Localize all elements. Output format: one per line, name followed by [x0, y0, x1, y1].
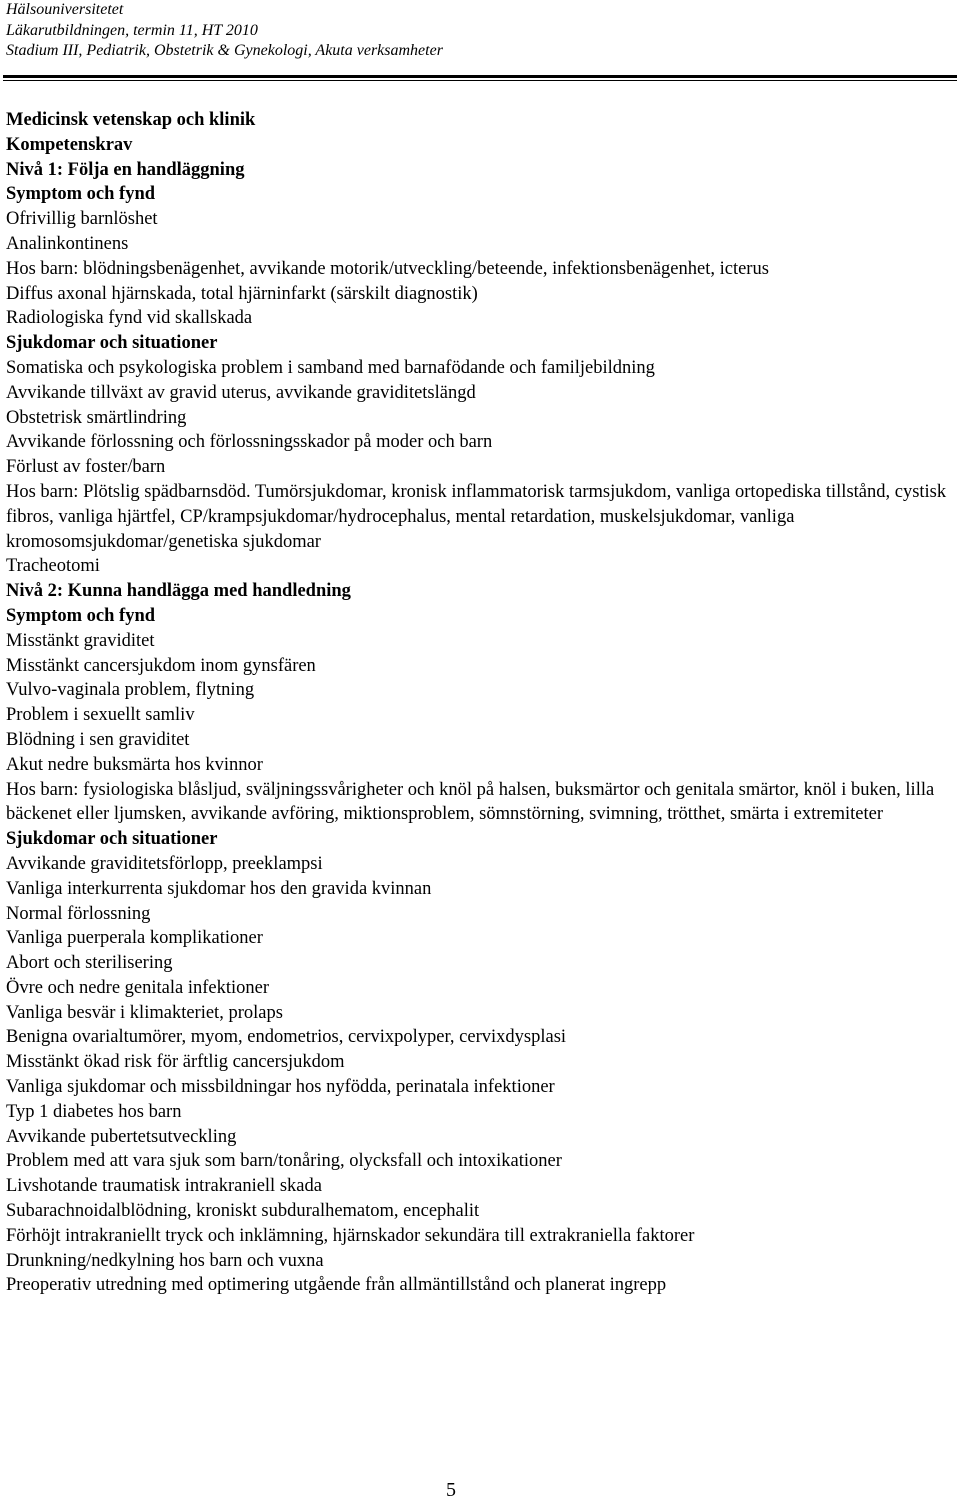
list-item: Livshotande traumatisk intrakraniell skada	[6, 1176, 322, 1197]
list-item: Vanliga puerperala komplikationer	[6, 928, 263, 949]
page-number: 5	[446, 1479, 456, 1501]
list-item: Avvikande tillväxt av gravid uterus, avvikande graviditetslängd	[6, 382, 476, 403]
level2-heading: Nivå 2: Kunna handlägga med handledning	[6, 581, 351, 602]
list-item: Diffus axonal hjärnskada, total hjärninfarkt (särskilt diagnostik)	[6, 283, 478, 304]
header-stage: Stadium III, Pediatrik, Obstetrik & Gynekologi, Akuta verksamheter	[6, 42, 443, 59]
level2-symptoms-heading: Symptom och fynd	[6, 605, 156, 626]
list-item: Avvikande förlossning och förlossningsskador på moder och barn	[6, 432, 493, 453]
list-item: Misstänkt graviditet	[6, 630, 155, 651]
list-item: Benigna ovarialtumörer, myom, endometrios, cervixpolyper, cervixdysplasi	[6, 1027, 567, 1048]
list-item: Radiologiska fynd vid skallskada	[6, 308, 253, 329]
list-item: Avvikande pubertetsutveckling	[6, 1126, 237, 1147]
level2-diseases-heading: Sjukdomar och situationer	[6, 829, 218, 850]
list-item: Subarachnoidalblödning, kroniskt subduralhematom, encephalit	[6, 1201, 480, 1222]
list-item: Misstänkt cancersjukdom inom gynsfären	[6, 655, 316, 676]
list-item: Akut nedre buksmärta hos kvinnor	[6, 754, 263, 775]
list-item: Vulvo-vaginala problem, flytning	[6, 680, 255, 701]
header-rule-thin	[3, 80, 957, 81]
list-item: Förlust av foster/barn	[6, 457, 166, 478]
header-course: Läkarutbildningen, termin 11, HT 2010	[6, 21, 258, 39]
list-item: Vanliga besvär i klimakteriet, prolaps	[6, 1002, 283, 1023]
list-item: Blödning i sen graviditet	[6, 729, 190, 750]
list-item: Övre och nedre genitala infektioner	[6, 977, 269, 998]
document-body	[6, 108, 954, 1298]
section-subtitle: Kompetenskrav	[6, 134, 133, 155]
list-item: Somatiska och psykologiska problem i samband med barnafödande och familjebildning	[6, 357, 655, 378]
header-rule-thick	[3, 75, 957, 78]
list-item: Misstänkt ökad risk för ärftlig cancersjukdom	[6, 1052, 345, 1073]
list-item: Preoperativ utredning med optimering utgående från allmäntillstånd och planerat ingrepp	[6, 1275, 667, 1296]
list-item: Typ 1 diabetes hos barn	[6, 1101, 182, 1122]
document-header	[6, 0, 956, 62]
list-item: Vanliga interkurrenta sjukdomar hos den gravida kvinnan	[6, 878, 432, 899]
list-item: Förhöjt intrakraniellt tryck och inklämning, hjärnskador sekundära till extrakraniella faktorer	[6, 1225, 695, 1246]
list-item-paragraph: Hos barn: fysiologiska blåsljud, sväljningssvårigheter och knöl på halsen, buksmärtor och genitala smärtor, knöl i buken, lilla bäckenet eller ljumsken, avvikande avföring, miktionsproblem, sömnstörning, svimning, trötthet, smärta i extremiteter	[6, 779, 935, 825]
list-item: Ofrivillig barnlöshet	[6, 209, 158, 230]
header-institution: Hälsouniversitetet	[6, 1, 124, 18]
list-item: Problem med att vara sjuk som barn/tonåring, olycksfall och intoxikationer	[6, 1151, 562, 1172]
list-item: Tracheotomi	[6, 556, 100, 577]
level1-symptoms-heading: Symptom och fynd	[6, 184, 156, 205]
list-item: Abort och sterilisering	[6, 953, 173, 974]
list-item: Hos barn: blödningsbenägenhet, avvikande motorik/utveckling/beteende, infektionsbenägenhet, icterus	[6, 258, 769, 279]
list-item: Drunkning/nedkylning hos barn och vuxna	[6, 1250, 324, 1271]
list-item-paragraph: Hos barn: Plötslig spädbarnsdöd. Tumörsjukdomar, kronisk inflammatorisk tarmsjukdom, vanliga ortopediska tillstånd, cystisk fibros, vanliga hjärtfel, CP/krampsjukdomar/hydrocephalus, mental retardation, muskelsjukdomar, vanliga kromosomsjukdomar/genetiska sjukdomar	[6, 481, 947, 552]
list-item: Vanliga sjukdomar och missbildningar hos nyfödda, perinatala infektioner	[6, 1077, 555, 1098]
list-item: Normal förlossning	[6, 903, 151, 924]
section-title: Medicinsk vetenskap och klinik	[6, 110, 256, 130]
level1-heading: Nivå 1: Följa en handläggning	[6, 159, 245, 180]
list-item: Avvikande graviditetsförlopp, preeklampsi	[6, 853, 323, 874]
list-item: Problem i sexuellt samliv	[6, 705, 195, 726]
level1-diseases-heading: Sjukdomar och situationer	[6, 333, 218, 354]
list-item: Analinkontinens	[6, 233, 129, 254]
list-item: Obstetrisk smärtlindring	[6, 407, 187, 428]
